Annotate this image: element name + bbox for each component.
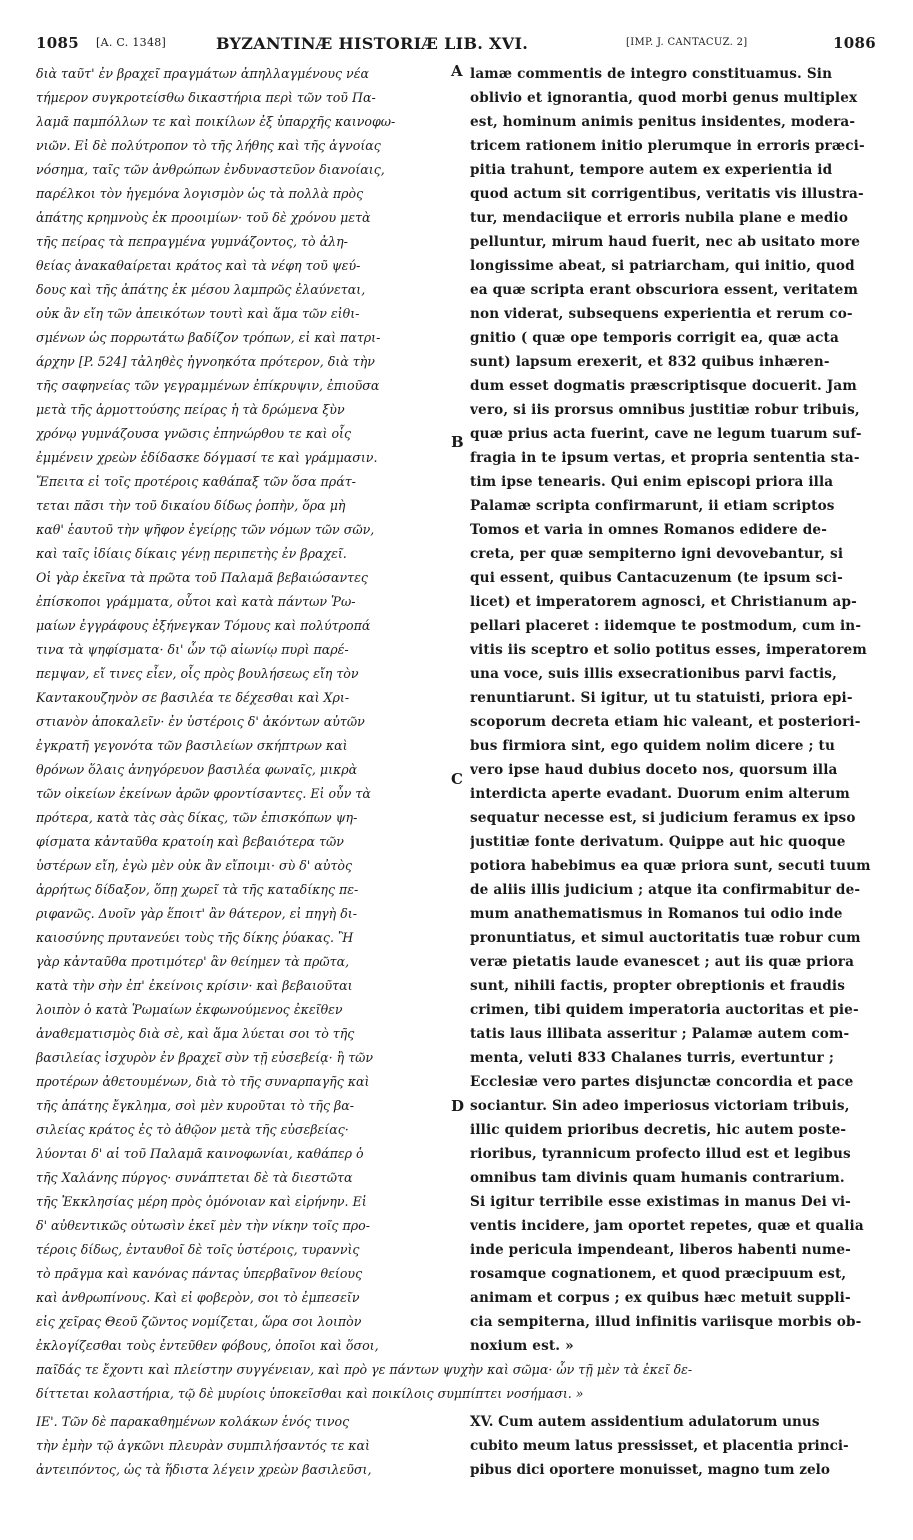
latin-text-line: quod actum sit corrigentibus, veritatis vis illustra- [470, 186, 864, 202]
greek-text-line: νόσημα, ταῖς τῶν ἀνθρώπων ἐνδυναστεῦον διανοίαις, [36, 162, 385, 177]
latin-text-line: cia sempiterna, illud infinitis variisque morbis ob- [470, 1314, 862, 1330]
latin-text-line: dum esset dogmatis præscriptisque docuerit. Jam [470, 378, 857, 394]
page-header [36, 34, 876, 58]
greek-text-line: ἐμμένειν χρεὼν ἐδίδασκε δόγμασί τε καὶ γράμμασιν. [36, 450, 378, 465]
latin-text-line: vero ipse haud dubius doceto nos, quorsum illa [470, 762, 838, 778]
greek-text-line: λοιπὸν ὁ κατὰ Ῥωμαίων ἐκφωνούμενος ἐκεῖθεν [36, 1002, 343, 1017]
margin-marker-d: D [451, 1097, 465, 1115]
greek-text-line: δους καὶ τῆς ἀπάτης ἐκ μέσου λαμπρῶς ἐλαύνεται, [36, 282, 366, 297]
spanning-line-2: δίττεται κολαστήρια, τῷ δὲ μυρίοις ὑποκεῖσθαι καὶ ποικίλοις συμπίπτει νοσήμασι. » [36, 1386, 584, 1401]
latin-text-line: qui essent, quibus Cantacuzenum (te ipsum sci- [470, 570, 843, 586]
latin-text-line: tim ipse tenearis. Qui enim episcopi priora illa [470, 474, 834, 490]
greek-text-line: κατὰ τὴν σὴν ἐπ' ἐκείνοις κρίσιν· καὶ βεβαιοῦται [36, 978, 353, 993]
latin-text-line: justitiæ fonte derivatum. Quippe aut hic quoque [470, 834, 846, 850]
page-number-left: 1085 [36, 34, 79, 52]
greek-text-line: πρότερα, κατὰ τὰς σὰς δίκας, τῶν ἐπισκόπων ψη- [36, 810, 358, 825]
greek-text-line: μετὰ τῆς ἁρμοττούσης πείρας ἡ τὰ δρώμενα ξὺν [36, 402, 345, 417]
greek-text-line: θείας ἀνακαθαίρεται κράτος καὶ τὰ νέφη τοῦ ψεύ- [36, 258, 361, 273]
greek-text-line: σιλείας κράτος ἐς τὸ ἀθῷον μετὰ τῆς εὐσεβείας· [36, 1122, 349, 1137]
greek-text-line: πεμψαν, εἴ τινες εἶεν, οἷς πρὸς βουλήσεως εἴη τὸν [36, 666, 359, 681]
latin-text-line: rioribus, tyrannicum profecto illud est et legibus [470, 1146, 851, 1162]
latin-text-line: illic quidem prioribus decretis, hic autem poste- [470, 1122, 847, 1138]
page-number-right: 1086 [833, 34, 876, 52]
greek-text-line: καὶ ἀνθρωπίνους. Καὶ εἰ φοβερὸν, σοι τὸ ἐμπεσεῖν [36, 1290, 360, 1305]
greek-text-line: λύονται δ' αἱ τοῦ Παλαμᾶ καινοφωνίαι, καθάπερ ὁ [36, 1146, 364, 1161]
greek-text-line: τέροις δίδως, ἐνταυθοῖ δὲ τοῖς ὑστέροις, τυραννὶς [36, 1242, 360, 1257]
greek-text-line: φίσματα κἀνταῦθα κρατοίη καὶ βεβαιότερα τῶν [36, 834, 344, 849]
latin-text-line: sociantur. Sin adeo imperiosus victoriam tribuis, [470, 1098, 850, 1114]
latin-text-line: sunt) lapsum erexerit, et 832 quibus inhæren- [470, 354, 830, 370]
latin-column [470, 62, 880, 1358]
greek-text-line: τῆς Ἐκκλησίας μέρη πρὸς ὁμόνοιαν καὶ εἰρήνην. Εἰ [36, 1194, 367, 1209]
greek-text-line: καθ' ἑαυτοῦ τὴν ψῆφον ἐγείρῃς τῶν νόμων τῶν σῶν, [36, 522, 375, 537]
latin-text-line: est, hominum animis penitus insidentes, modera- [470, 114, 856, 130]
greek-text-line: τεται πᾶσι τὴν τοῦ δικαίου δίδως ῥοπὴν, ὅρα μὴ [36, 498, 346, 513]
latin-text-line: renuntiarunt. Si igitur, ut tu statuisti, priora epi- [470, 690, 853, 706]
latin-text-line: menta, veluti 833 Chalanes turris, evertuntur ; [470, 1050, 835, 1066]
greek-text-line: τῶν οἰκείων ἐκείνων ἀρῶν φροντίσαντες. Εἰ οὖν τὰ [36, 786, 371, 801]
greek-text-line: Ἔπειτα εἰ τοῖς προτέροις καθάπαξ τῶν ὅσα πράτ- [36, 474, 356, 489]
latin-text-line: bus firmiora sint, ego quidem nolim dicere ; tu [470, 738, 835, 754]
greek-text-line: οὐκ ἂν εἴη τῶν ἀπεικότων τουτὶ καὶ ἅμα τῶν εἰθι- [36, 306, 360, 321]
greek-text-line: άρχην [P. 524] τἀληθὲς ἠγνοηκότα πρότερον, διὰ τὴν [36, 354, 375, 369]
latin-text-line: longissime abeat, si patriarcham, qui initio, quod [470, 258, 855, 274]
latin-text-line: vitis iis sceptro et solio potitus esses, imperatorem [470, 642, 867, 658]
margin-marker-c: C [451, 770, 463, 788]
latin-text-line: inde pericula impendeant, liberos habenti nume- [470, 1242, 851, 1258]
latin-text-line: gnitio ( quæ ope temporis corrigit ea, quæ acta [470, 330, 839, 346]
greek-text-line: βασιλείας ἰσχυρὸν ἐν βραχεῖ σὺν τῇ εὐσεβείᾳ· ἢ τῶν [36, 1050, 374, 1065]
latin-text-line: pellari placeret : iidemque te postmodum, cum in- [470, 618, 862, 634]
greek-text-line: ἀναθεματισμὸς διὰ σὲ, καὶ ἅμα λύεται σοι τὸ τῆς [36, 1026, 355, 1041]
latin-text-line: omnibus tam divinis quam humanis contrarium. [470, 1170, 845, 1186]
greek-text-line: νιῶν. Εἰ δὲ πολύτροπον τὸ τῆς λήθης καὶ τῆς ἀγνοίας [36, 138, 381, 153]
greek-text-line: ἀρρήτως δίδαξον, ὅπῃ χωρεῖ τὰ τῆς καταδίκης πε- [36, 882, 359, 897]
greek-text-line: ὑστέρων εἴη, ἐγὼ μὲν οὐκ ἂν εἴποιμι· σὺ δ' αὐτὸς [36, 858, 353, 873]
greek-text-line: δ' αὐθεντικῶς οὑτωσὶν ἐκεῖ μὲν τὴν νίκην τοῖς προ- [36, 1218, 370, 1233]
greek-text-line: σμένων ὡς πορρωτάτω βαδίζον τρόπων, εἰ καὶ πατρι- [36, 330, 381, 345]
greek-text-line: παρέλκοι τὸν ἡγεμόνα λογισμὸν ὡς τὰ πολλὰ πρὸς [36, 186, 364, 201]
emperor-reference: [IMP. J. CANTACUZ. 2] [626, 37, 748, 48]
greek-text-line: θρόνων ὅλαις ἀνηγόρευον βασιλέα φωναῖς, μικρὰ [36, 762, 358, 777]
running-title: BYZANTINÆ HISTORIÆ LIB. XVI. [216, 34, 529, 53]
greek-text-line: χρόνῳ γυμνάζουσα γνῶσις ἐπηνώρθου τε καὶ οἷς [36, 426, 352, 441]
greek-text-line: καιοσύνης πρυτανεύει τοὺς τῆς δίκης ῥύακας. Ἢ [36, 930, 354, 945]
latin-text-line: Tomos et varia in omnes Romanos edidere de- [470, 522, 827, 538]
greek-text-line: τῆς ἀπάτης ἔγκλημα, σοὶ μὲν κυροῦται τὸ τῆς βα- [36, 1098, 355, 1113]
latin-text-line: ea quæ scripta erant obscuriora essent, veritatem [470, 282, 858, 298]
margin-marker-a: A [451, 62, 463, 80]
greek-text-line: ἐκλογίζεσθαι τοὺς ἐντεῦθεν φόβους, ὁποῖοι καὶ ὅσοι, [36, 1338, 379, 1353]
latin-text-line: oblivio et ignorantia, quod morbi genus multiplex [470, 90, 858, 106]
greek-text-line: ΙΕ'. Τῶν δὲ παρακαθημένων κολάκων ἑνός τινος [36, 1414, 350, 1429]
greek-text-line: τινα τὰ ψηφίσματα· δι' ὧν τῷ αἰωνίῳ πυρὶ παρέ- [36, 642, 349, 657]
latin-text-line: Palamæ scripta confirmarunt, ii etiam scriptos [470, 498, 835, 514]
latin-text-line: crimen, tibi quidem imperatoria auctoritas et pie- [470, 1002, 859, 1018]
greek-text-line: καὶ ταῖς ἰδίαις δίκαις γένῃ περιπετὴς ἐν βραχεῖ. [36, 546, 347, 561]
latin-text-line: sunt, nihili factis, propter obreptionis et fraudis [470, 978, 846, 994]
greek-text-line: προτέρων ἀθετουμένων, διὰ τὸ τῆς συναρπαγῆς καὶ [36, 1074, 370, 1089]
latin-text-line: interdicta aperte evadant. Duorum enim alterum [470, 786, 850, 802]
greek-text-line: Καντακουζηνὸν σε βασιλέα τε δέχεσθαι καὶ Χρι- [36, 690, 350, 705]
greek-text-line: Οἱ γὰρ ἐκεῖνα τὰ πρῶτα τοῦ Παλαμᾶ βεβαιώσαντες [36, 570, 368, 585]
latin-text-line: Ecclesiæ vero partes disjunctæ concordia et pace [470, 1074, 854, 1090]
greek-text-line: ἀντειπόντος, ὡς τὰ ἥδιστα λέγειν χρεὼν βασιλεῦσι, [36, 1462, 372, 1477]
latin-text-line: fragia in te ipsum vertas, et propria sententia sta- [470, 450, 860, 466]
year-reference: [A. C. 1348] [96, 36, 167, 49]
section-15-greek [36, 1410, 456, 1482]
greek-text-line: τῆς σαφηνείας τῶν γεγραμμένων ἐπίκρυψιν, ἐπιοῦσα [36, 378, 380, 393]
latin-text-line: pitia trahunt, tempore autem ex experientia id [470, 162, 833, 178]
latin-text-line: cubito meum latus pressisset, et placentia princi- [470, 1438, 849, 1454]
greek-text-line: τὴν ἐμὴν τῷ ἀγκῶνι πλευρὰν συμπιλήσαντός τε καὶ [36, 1438, 370, 1453]
greek-text-line: διὰ ταῦτ' ἐν βραχεῖ πραγμάτων ἀπηλλαγμένους νέα [36, 66, 369, 81]
greek-text-line: μαίων ἐγγράφους ἐξήνεγκαν Τόμους καὶ πολύτροπά [36, 618, 371, 633]
latin-text-line: licet) et imperatorem agnosci, et Christianum ap- [470, 594, 857, 610]
latin-text-line: pronuntiatus, et simul auctoritatis tuæ robur cum [470, 930, 861, 946]
latin-text-line: una voce, suis illis exsecrationibus parvi factis, [470, 666, 837, 682]
latin-text-line: tur, mendaciique et erroris nubila plane e medio [470, 210, 849, 226]
latin-text-line: animam et corpus ; ex quibus hæc metuit suppli- [470, 1290, 851, 1306]
greek-text-line: ἐπίσκοποι γράμματα, οὗτοι καὶ κατὰ πάντων Ῥω- [36, 594, 356, 609]
greek-text-line: ἐγκρατῆ γεγονότα τῶν βασιλείων σκήπτρων καὶ [36, 738, 348, 753]
latin-text-line: noxium est. » [470, 1338, 574, 1354]
greek-text-line: γὰρ κἀνταῦθα προτιμότερ' ἂν θείημεν τὰ πρῶτα, [36, 954, 350, 969]
latin-text-line: potiora habebimus ea quæ priora sunt, secuti tuum [470, 858, 871, 874]
latin-text-line: creta, per quæ sempiterno igni devovebantur, si [470, 546, 844, 562]
latin-text-line: mum anathematismus in Romanos tui odio inde [470, 906, 843, 922]
greek-text-line: τῆς Χαλάνης πύργος· συνάπτεται δὲ τὰ διεστῶτα [36, 1170, 353, 1185]
greek-text-line: εἰς χεῖρας Θεοῦ ζῶντος νομίζεται, ὥρα σοι λοιπὸν [36, 1314, 362, 1329]
latin-text-line: de aliis illis judicium ; atque ita confirmabitur de- [470, 882, 861, 898]
latin-text-line: sequatur necesse est, si judicium feramus ex ipso [470, 810, 856, 826]
greek-text-line: στιανὸν ἀποκαλεῖν· ἐν ὑστέροις δ' ἀκόντων αὐτῶν [36, 714, 365, 729]
greek-text-line: λαμᾶ παμπόλλων τε καὶ ποικίλων ἐξ ὑπαρχῆς καινοφω- [36, 114, 396, 129]
latin-text-line: non viderat, subsequens experientia et rerum co- [470, 306, 853, 322]
greek-text-line: ριφανῶς. Δυοῖν γὰρ ἕποιτ' ἂν θάτερον, εἰ πηγὴ δι- [36, 906, 357, 921]
spanning-line: παῖδάς τε ἔχοντι καὶ πλείστην συγγένειαν, καὶ πρὸ γε πάντων ψυχὴν καὶ σῶμα· ὧν τῇ μὲν τὰ ἐκεῖ δε- [36, 1362, 693, 1377]
latin-text-line: scoporum decreta etiam hic valeant, et posteriori- [470, 714, 861, 730]
latin-text-line: vero, si iis prorsus omnibus justitiæ robur tribuis, [470, 402, 860, 418]
margin-marker-b: B [451, 433, 464, 451]
latin-text-line: quæ prius acta fuerint, cave ne legum tuarum suf- [470, 426, 862, 442]
greek-text-line: τὸ πρᾶγμα καὶ κανόνας πάντας ὑπερβαῖνον θείους [36, 1266, 363, 1281]
latin-text-line: tatis laus illibata asseritur ; Palamæ autem com- [470, 1026, 850, 1042]
latin-text-line: veræ pietatis laude evanescet ; aut iis quæ priora [470, 954, 855, 970]
latin-text-line: XV. Cum autem assidentium adulatorum unus [470, 1414, 820, 1430]
greek-text-line: τῆς πείρας τὰ πεπραγμένα γυμνάζοντος, τὸ ἀλη- [36, 234, 348, 249]
latin-text-line: Si igitur terribile esse existimas in manus Dei vi- [470, 1194, 851, 1210]
greek-column [36, 62, 456, 1358]
greek-text-line: τήμερον συγκροτείσθω δικαστήρια περὶ τῶν τοῦ Πα- [36, 90, 376, 105]
latin-text-line: lamæ commentis de integro constituamus. Sin [470, 66, 833, 82]
latin-text-line: pelluntur, mirum haud fuerit, nec ab usitato more [470, 234, 861, 250]
section-15-latin [470, 1410, 880, 1482]
latin-text-line: tricem rationem initio plerumque in erroris præci- [470, 138, 865, 154]
latin-text-line: rosamque cognationem, et quod præcipuum est, [470, 1266, 847, 1282]
greek-text-line: ἀπάτης κρημνοὺς ἐκ προοιμίων· τοῦ δὲ χρόνου μετὰ [36, 210, 371, 225]
latin-text-line: ventis incidere, jam oportet repetes, quæ et qualia [470, 1218, 864, 1234]
latin-text-line: pibus dici oportere monuisset, magno tum zelo [470, 1462, 830, 1478]
